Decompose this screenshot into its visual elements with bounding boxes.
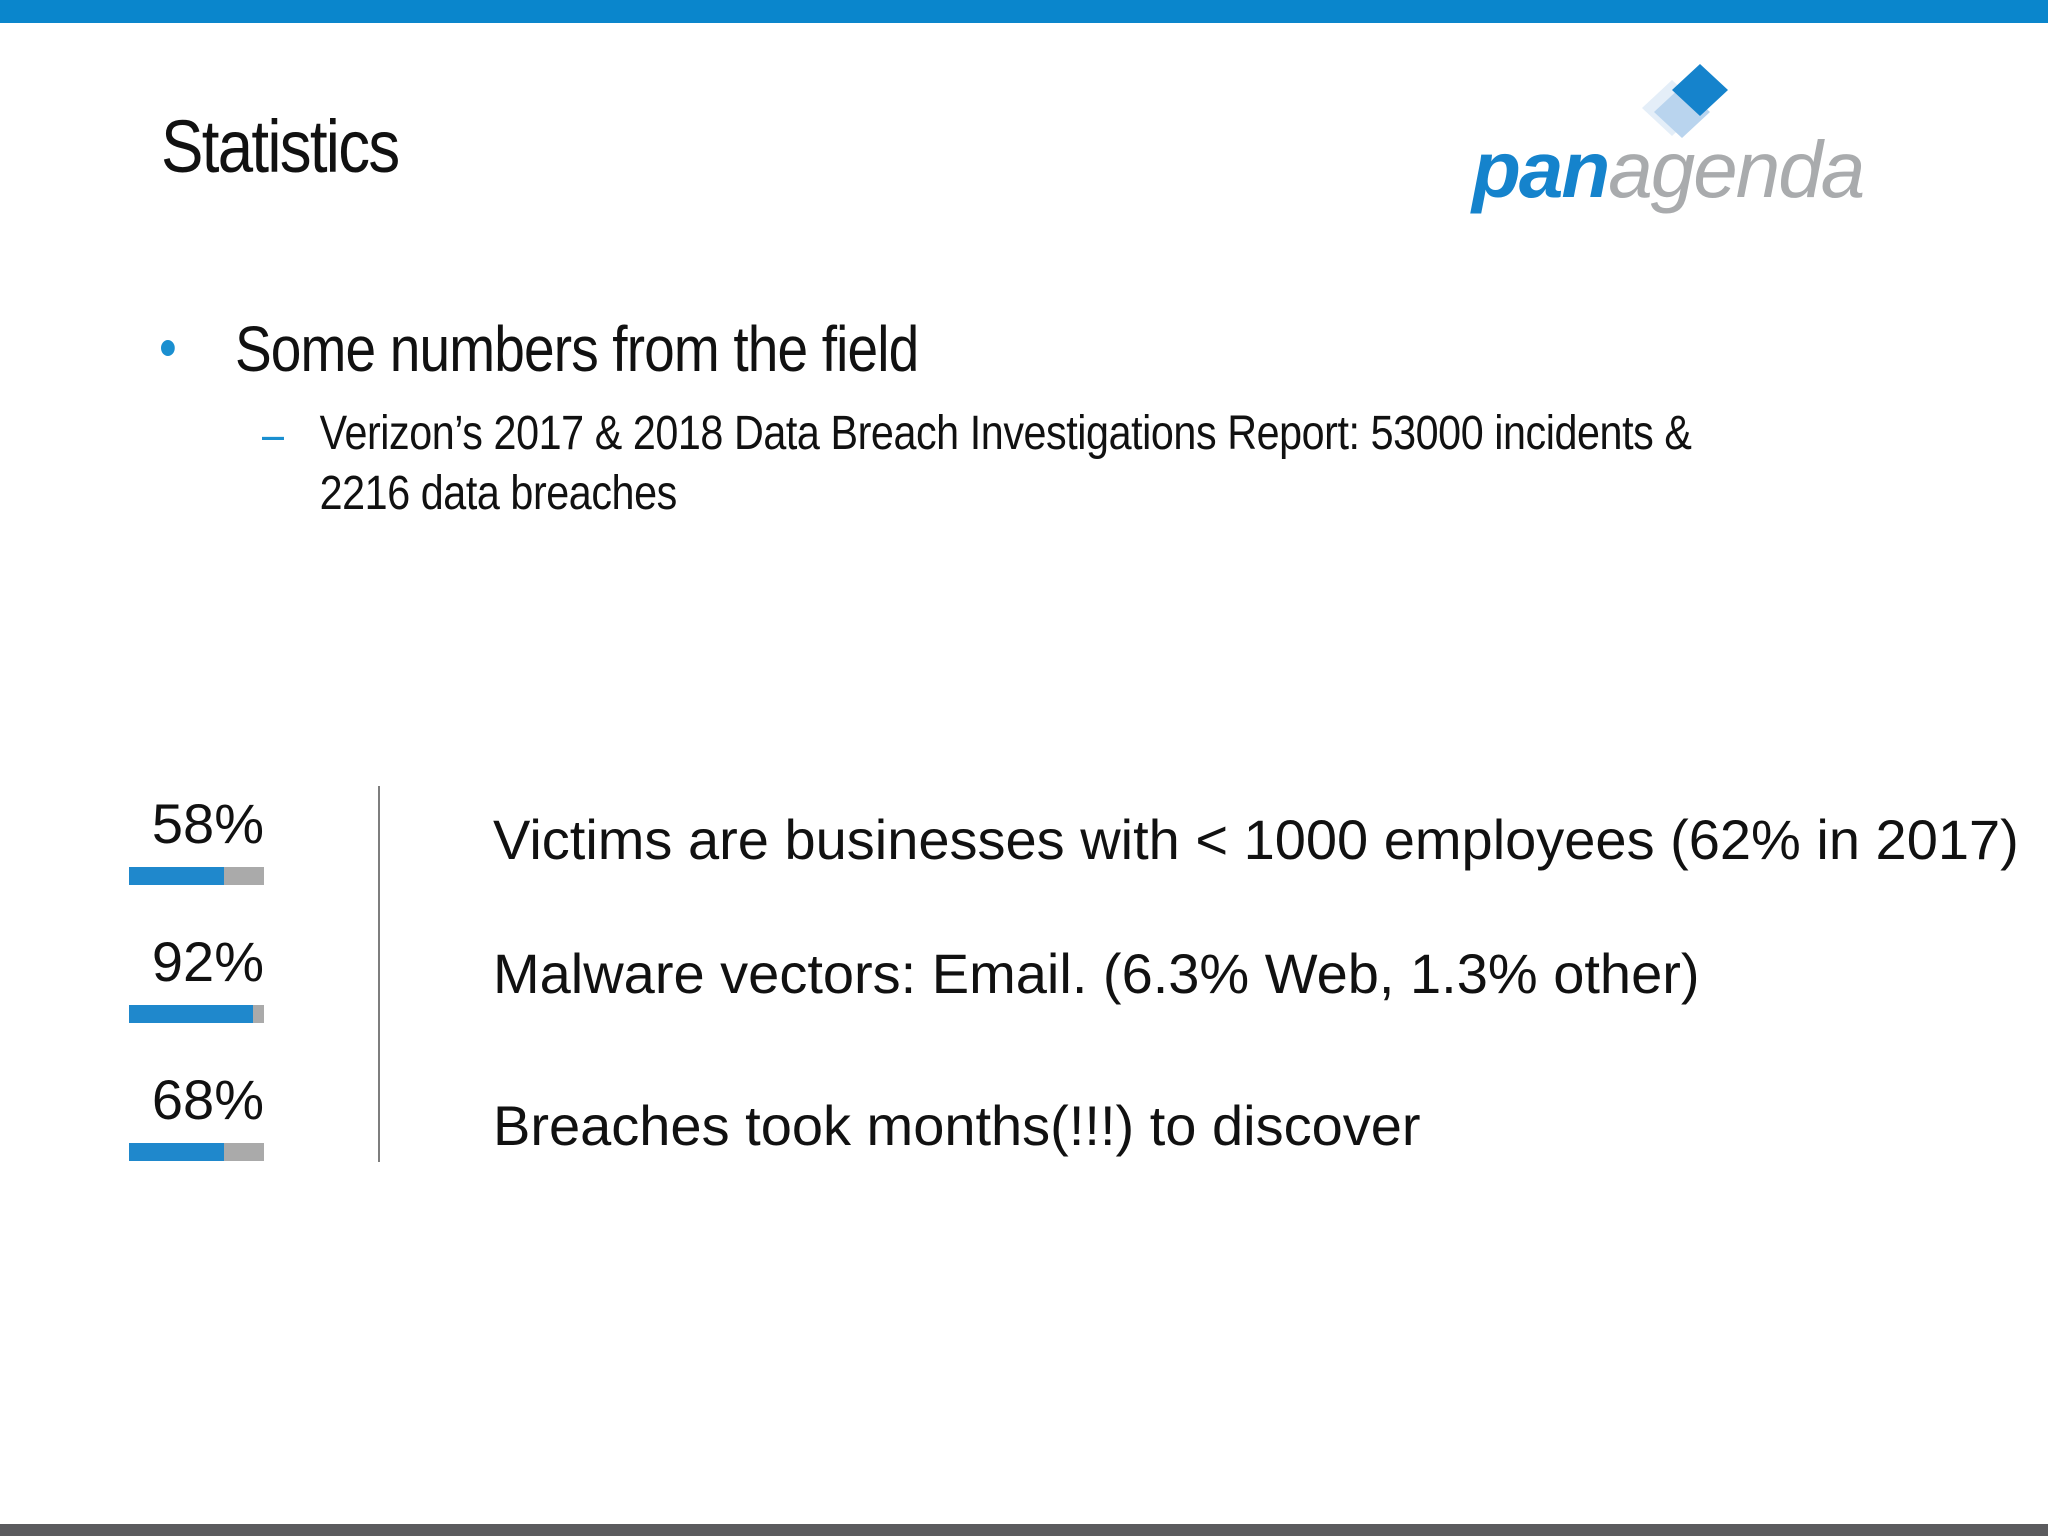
stat-percent: 92% (151, 930, 264, 993)
sub-bullet (262, 404, 1707, 524)
bullet-main (161, 312, 918, 386)
top-accent-bar (0, 0, 2048, 23)
stat-row (0, 780, 2048, 900)
logo-text-pan: pan (1472, 125, 1609, 214)
stat-row (0, 1056, 2048, 1176)
stat-percent: 58% (151, 792, 264, 855)
bottom-accent-bar (0, 1524, 2048, 1536)
logo-text-agenda: agenda (1608, 125, 1864, 214)
stat-description: Breaches took months(!!!) to discover (493, 1094, 1421, 1157)
dash-icon: – (262, 408, 284, 460)
stat-progress-bar (129, 1005, 264, 1023)
stat-progress-bar (129, 1143, 264, 1161)
bullet-main-text: Some numbers from the field (234, 313, 919, 385)
stat-progress-fill (129, 1143, 224, 1161)
sub-bullet-text: Verizon’s 2017 & 2018 Data Breach Investigations Report: 53000 incidents & 2216 data breaches (319, 407, 1692, 520)
logo-wordmark (1472, 125, 1864, 214)
stat-percent: 68% (151, 1068, 264, 1131)
stat-progress-bar (129, 867, 264, 885)
stats-section (0, 780, 2048, 1180)
slide-title: Statistics (161, 105, 399, 188)
stat-description: Malware vectors: Email. (6.3% Web, 1.3% other) (493, 942, 1700, 1005)
stat-progress-fill (129, 1005, 253, 1023)
bullet-dot-icon (161, 340, 175, 356)
stat-description: Victims are businesses with < 1000 employees (62% in 2017) (493, 808, 2019, 871)
panagenda-logo (1472, 60, 1912, 220)
stat-progress-fill (129, 867, 224, 885)
stat-row (0, 918, 2048, 1038)
